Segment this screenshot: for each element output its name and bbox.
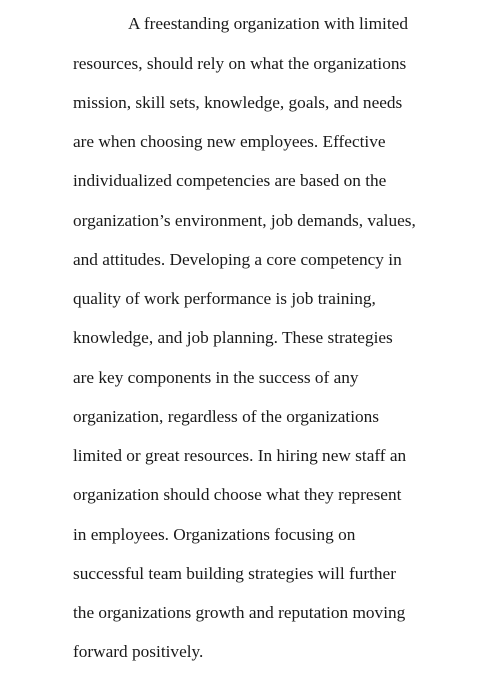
paragraph-line-8: quality of work performance is job training,: [73, 289, 376, 308]
paragraph-line-14: in employees. Organizations focusing on: [73, 525, 356, 544]
paragraph-line-13: organization should choose what they represent: [73, 485, 402, 504]
paragraph-line-5: individualized competencies are based on the: [73, 171, 387, 190]
paragraph-line-4: are when choosing new employees. Effective: [73, 132, 386, 151]
paragraph-line-16: the organizations growth and reputation moving: [73, 603, 406, 622]
paragraph-line-11: organization, regardless of the organizations: [73, 407, 380, 426]
paragraph-line-9: knowledge, and job planning. These strategies: [73, 328, 393, 347]
paragraph-line-3: mission, skill sets, knowledge, goals, and needs: [73, 93, 403, 112]
paragraph-line-17: forward positively.: [73, 642, 204, 661]
paragraph-line-1: A freestanding organization with limited: [128, 14, 408, 33]
paragraph-line-12: limited or great resources. In hiring new staff an: [73, 446, 407, 465]
paragraph-line-2: resources, should rely on what the organizations: [73, 54, 407, 73]
paragraph-line-6: organization’s environment, job demands, values,: [73, 211, 416, 230]
paragraph-line-7: and attitudes. Developing a core competency in: [73, 250, 402, 269]
paragraph-line-15: successful team building strategies will further: [73, 564, 396, 583]
paragraph-line-10: are key components in the success of any: [73, 368, 359, 387]
